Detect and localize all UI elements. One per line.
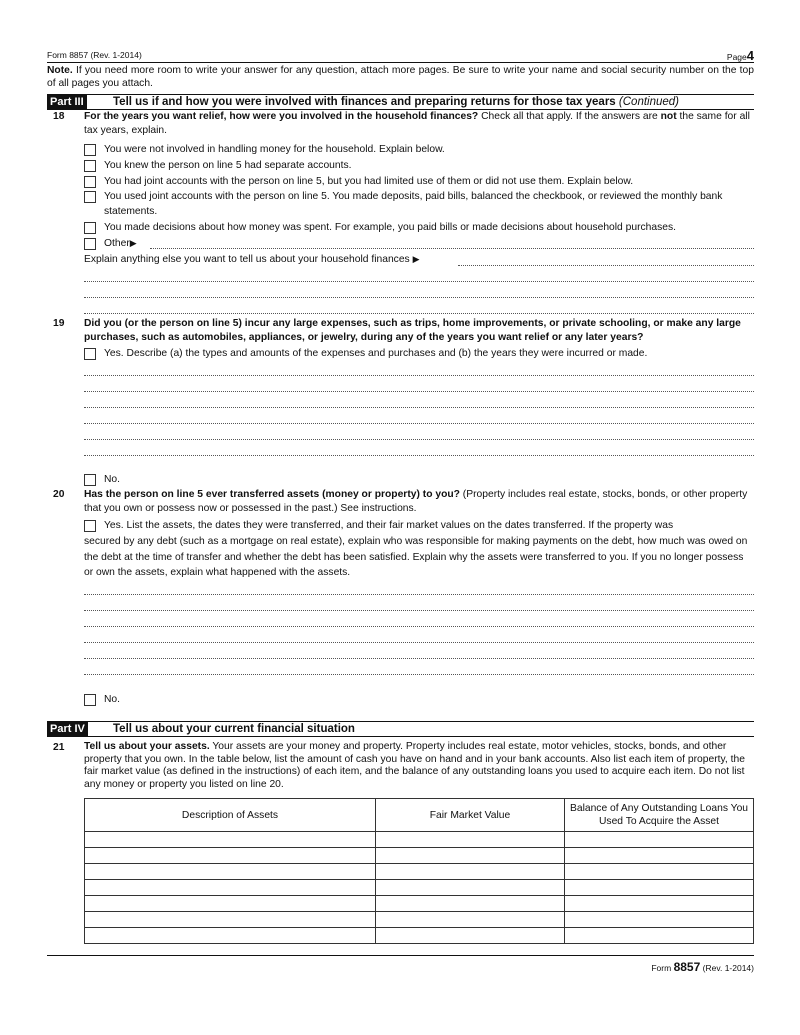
form-revision: Form 8857 (Rev. 1-2014): [47, 50, 142, 60]
page-number: Page4: [726, 48, 754, 63]
fmv-cell[interactable]: [376, 864, 565, 880]
note: Note. If you need more room to write your answer for any question, attach more pages. Be sure to write your name and social security number on the top of all pages you attach.: [47, 65, 754, 89]
fmv-cell[interactable]: [376, 928, 565, 944]
q18-explain-input[interactable]: [458, 265, 754, 266]
description-cell[interactable]: [85, 848, 376, 864]
question-19-number: 19: [53, 318, 65, 329]
q19-answer-line[interactable]: [84, 455, 754, 456]
fmv-cell[interactable]: [376, 880, 565, 896]
q20-option-yes: Yes. List the assets, the dates they were transferred, and their fair market values on the dates transferred. If the property was: [84, 518, 754, 533]
q19-answer-line[interactable]: [84, 391, 754, 392]
question-18-number: 18: [53, 111, 65, 122]
q19-option-yes: Yes. Describe (a) the types and amounts of the expenses and purchases and (b) the years they were incurred or made.: [84, 346, 754, 361]
fmv-cell[interactable]: [376, 896, 565, 912]
q19-option-no: No.: [84, 472, 754, 487]
description-cell[interactable]: [85, 912, 376, 928]
fmv-cell[interactable]: [376, 848, 565, 864]
assets-table: [84, 798, 754, 944]
loan-cell[interactable]: [565, 832, 754, 848]
loan-cell[interactable]: [565, 880, 754, 896]
question-21-number: 21: [53, 742, 65, 753]
header-rule: [47, 62, 754, 63]
part-3-title: Tell us if and how you were involved with finances and preparing returns for those tax years (Continued): [113, 96, 680, 108]
table-row: [85, 912, 754, 928]
description-cell[interactable]: [85, 864, 376, 880]
description-cell[interactable]: [85, 880, 376, 896]
q20-answer-line[interactable]: [84, 594, 754, 595]
column-fair-market-value: Fair Market Value: [376, 799, 565, 832]
q18-explain-line[interactable]: [84, 281, 754, 282]
checkbox[interactable]: [84, 238, 96, 250]
loan-cell[interactable]: [565, 912, 754, 928]
q18-option-separate-accounts: You knew the person on line 5 had separate accounts.: [84, 158, 754, 173]
question-18-text: For the years you want relief, how were you involved in the household finances? Check all that apply. If the answers are not the same for all tax years, explain.: [84, 111, 750, 136]
checkbox[interactable]: [84, 191, 96, 203]
part-3-label: Part III: [47, 95, 87, 109]
q18-option-decisions: You made decisions about how money was spent. For example, you paid bills or made decisions about household purchases.: [84, 220, 754, 235]
q18-option-other: Other ▶: [84, 236, 754, 251]
loan-cell[interactable]: [565, 896, 754, 912]
loan-cell[interactable]: [565, 848, 754, 864]
question-19-text: Did you (or the person on line 5) incur any large expenses, such as trips, home improvements, or private schooling, or make any large purchases, such as automobiles, appliances, or jewelry, during any of the years you want relief or any later years?: [84, 318, 741, 343]
q19-answer-line[interactable]: [84, 423, 754, 424]
q20-answer-line[interactable]: [84, 658, 754, 659]
q18-other-input[interactable]: [150, 248, 754, 249]
question-20-number: 20: [53, 489, 65, 500]
checkbox[interactable]: [84, 176, 96, 188]
description-cell[interactable]: [85, 896, 376, 912]
table-row: [85, 880, 754, 896]
q18-option-limited-joint: You had joint accounts with the person on line 5, but you had limited use of them or did not use them. Explain below.: [84, 174, 754, 189]
checkbox[interactable]: [84, 474, 96, 486]
page-header: [47, 48, 754, 62]
checkbox[interactable]: [84, 144, 96, 156]
part-4-label: Part IV: [47, 722, 88, 736]
q18-explain-label: Explain anything else you want to tell us about your household finances ▶: [84, 254, 420, 265]
q20-answer-line[interactable]: [84, 610, 754, 611]
checkbox[interactable]: [84, 520, 96, 532]
q18-option-not-involved: You were not involved in handling money for the household. Explain below.: [84, 142, 754, 157]
q19-answer-line[interactable]: [84, 375, 754, 376]
q18-option-used-joint: You used joint accounts with the person on line 5. You made deposits, paid bills, balanced the checkbook, or reviewed the monthly bank statements.: [84, 189, 754, 219]
q20-answer-line[interactable]: [84, 674, 754, 675]
q18-explain-line[interactable]: [84, 297, 754, 298]
loan-cell[interactable]: [565, 864, 754, 880]
checkbox[interactable]: [84, 348, 96, 360]
q19-answer-line[interactable]: [84, 407, 754, 408]
checkbox[interactable]: [84, 160, 96, 172]
checkbox[interactable]: [84, 222, 96, 234]
q20-answer-line[interactable]: [84, 642, 754, 643]
table-row: [85, 896, 754, 912]
column-description: Description of Assets: [85, 799, 376, 832]
q20-option-no: No.: [84, 692, 754, 707]
page-footer: Form 8857 (Rev. 1-2014): [651, 960, 754, 974]
table-row: [85, 832, 754, 848]
arrow-icon: ▶: [129, 238, 137, 248]
table-row: [85, 928, 754, 944]
part-4-title: Tell us about your current financial situation: [113, 723, 355, 735]
checkbox[interactable]: [84, 694, 96, 706]
column-outstanding-loans: Balance of Any Outstanding Loans You Used To Acquire the Asset: [565, 799, 754, 832]
description-cell[interactable]: [85, 928, 376, 944]
footer-rule: [47, 955, 754, 956]
arrow-icon: ▶: [412, 254, 420, 264]
question-20-text: Has the person on line 5 ever transferred assets (money or property) to you? (Property includes real estate, stocks, bonds, or other property that you own or possess now or possessed in the past.) See instructions.: [84, 489, 748, 514]
table-row: [85, 864, 754, 880]
question-21-text: Tell us about your assets. Your assets are your money and property. Property includes real estate, motor vehicles, stocks, bonds, and other property that you own. In the table below, list the amount of cash you have on hand and in your bank accounts. Also list each item of property, the fair market value (as defined in the instructions) of each item, and the balance of any outstanding loans you used to acquire each item. Do not list any money or property you listed on line 20.: [84, 741, 745, 790]
fmv-cell[interactable]: [376, 912, 565, 928]
description-cell[interactable]: [85, 832, 376, 848]
fmv-cell[interactable]: [376, 832, 565, 848]
q20-answer-line[interactable]: [84, 626, 754, 627]
q18-explain-line[interactable]: [84, 313, 754, 314]
q19-answer-line[interactable]: [84, 439, 754, 440]
assets-table-header: [85, 799, 754, 832]
loan-cell[interactable]: [565, 928, 754, 944]
table-row: [85, 848, 754, 864]
q20-yes-continuation: secured by any debt (such as a mortgage on real estate), explain who was responsible for making payments on the debt, how much was owed on the debt at the time of transfer and whether the debt has been satisfied. Explain why the assets were transferred to you. If you no longer possess or own the assets, explain what happened with the assets.: [84, 536, 748, 578]
part-4-header: [47, 721, 754, 737]
part-3-header: [47, 94, 754, 110]
